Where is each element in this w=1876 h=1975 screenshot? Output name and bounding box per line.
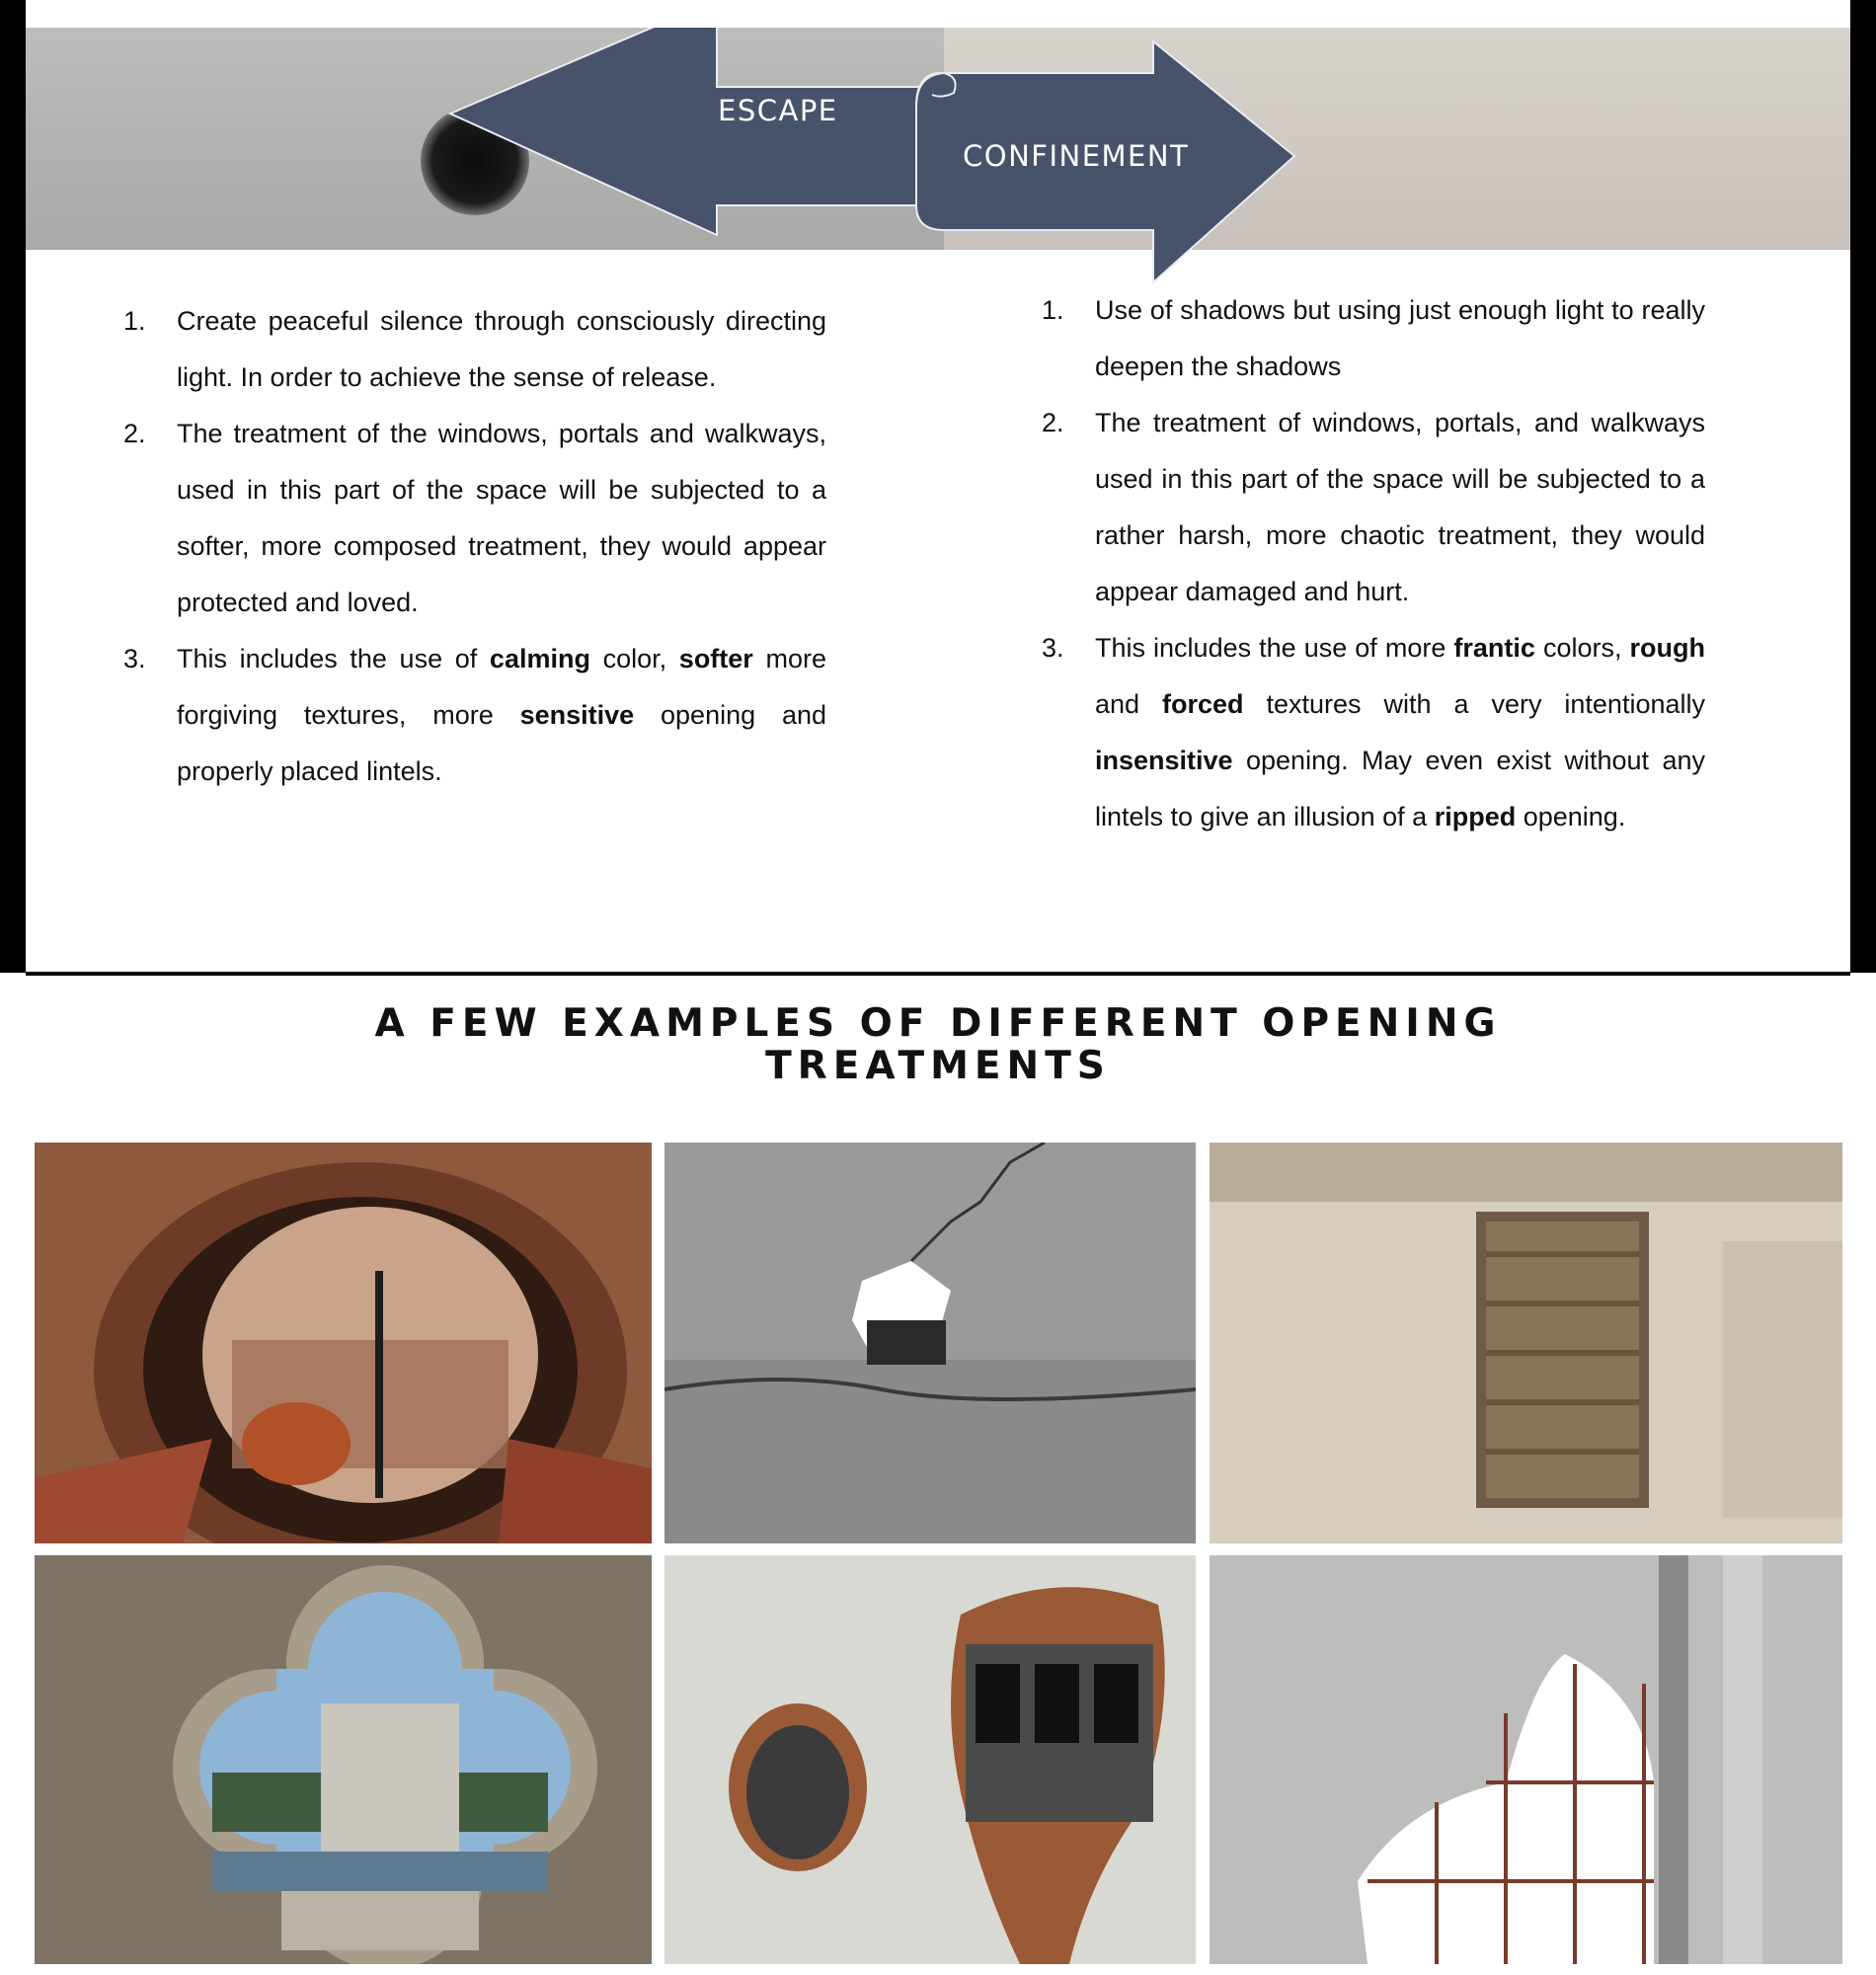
example-photo-broken-window-grid	[1210, 1555, 1842, 1964]
list-item: 3. This includes the use of more frantic colors, rough and forced textures with a very intentionally insensitive opening. May even exist without any lintels to give an illusion of a ripped opening.	[1042, 633, 1705, 831]
escape-list	[123, 293, 826, 800]
list-item: 1. Use of shadows but using just enough light to really deepen the shadows	[1042, 295, 1705, 381]
heading-line-2: TREATMENTS	[765, 1044, 1111, 1088]
heading-line-1: A FEW EXAMPLES OF DIFFERENT OPENING	[374, 1001, 1502, 1046]
list-item: 2. The treatment of windows, portals, and walkways used in this part of the space will be subjected to a rather harsh, more chaotic treatment, they would appear damaged and hurt.	[1042, 408, 1705, 606]
arrows-graphic	[26, 28, 1850, 284]
example-photo-cracked-hole	[664, 1143, 1196, 1543]
example-photo-bricked-window	[1210, 1143, 1842, 1543]
examples-heading	[355, 1002, 1521, 1087]
escape-arrow	[450, 28, 944, 235]
example-photo-ripped-holes	[664, 1555, 1196, 1964]
example-photo-quatrefoil	[35, 1555, 652, 1964]
page-border-left	[0, 0, 26, 973]
list-item: 1. Create peaceful silence through consciously directing light. In order to achieve the sense of release.	[123, 306, 826, 392]
confinement-list	[1042, 282, 1705, 845]
list-item: 3. This includes the use of calming color, softer more forgiving textures, more sensitive opening and properly placed lintels.	[123, 644, 826, 786]
escape-label: ESCAPE	[718, 94, 838, 127]
list-item: 2. The treatment of the windows, portals and walkways, used in this part of the space will be subjected to a softer, more composed treatment, they would appear protected and loved.	[123, 419, 826, 617]
page-border-right	[1850, 0, 1876, 973]
section-divider	[26, 972, 1850, 976]
confinement-label: CONFINEMENT	[963, 139, 1190, 173]
example-photo-round-porthole	[35, 1143, 652, 1543]
banner	[26, 28, 1850, 250]
